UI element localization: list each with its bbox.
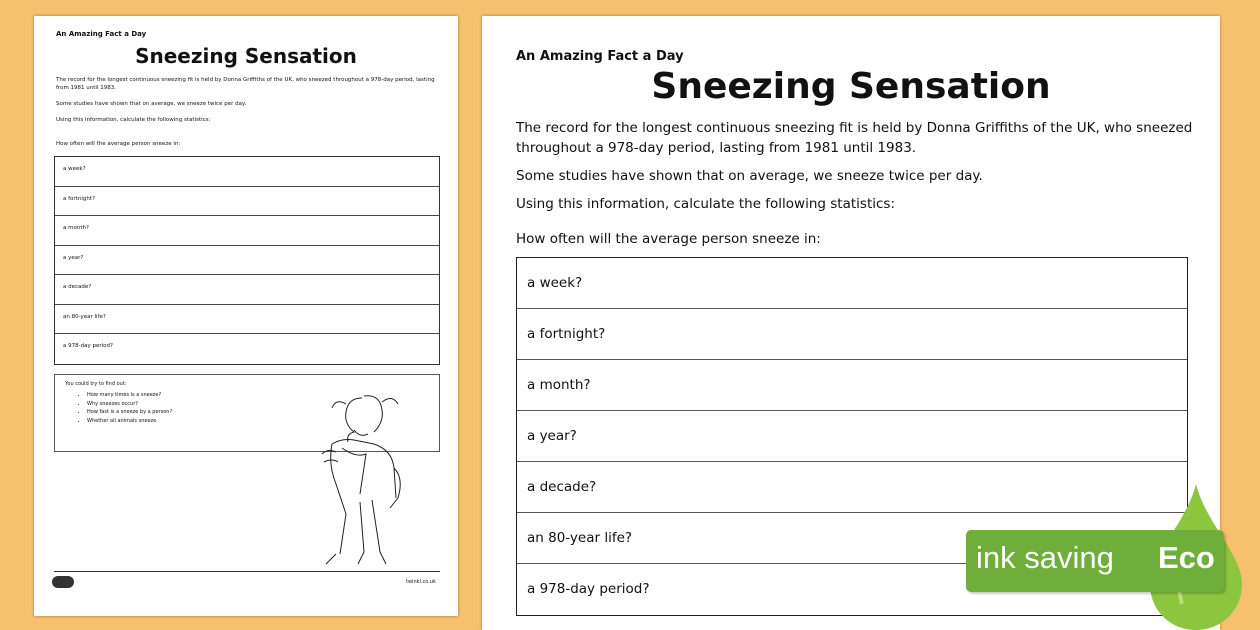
table-row: a decade? xyxy=(55,275,439,305)
average-paragraph: Some studies have shown that on average, we sneeze twice per day. xyxy=(516,168,983,184)
table-row: a fortnight? xyxy=(55,187,439,217)
list-item: • Why sneezes occur? xyxy=(87,400,429,409)
small-footer-url: twinkl.co.uk xyxy=(406,579,436,585)
tagline: An Amazing Fact a Day xyxy=(516,49,684,64)
table-row: a year? xyxy=(517,411,1187,462)
eco-label: Eco xyxy=(1158,540,1215,575)
small-paragraph-4: How often will the average person sneeze in: xyxy=(56,141,181,147)
small-paragraph-2: Some studies have shown that on average, we sneeze twice per day. xyxy=(56,101,247,107)
table-row: an 80-year life? xyxy=(517,513,1187,564)
find-out-heading: You could try to find out: xyxy=(65,381,127,387)
ink-saving-label: ink saving xyxy=(976,540,1114,575)
list-item: • How many times is a sneeze? xyxy=(87,391,429,400)
table-row: a week? xyxy=(55,157,439,187)
twinkl-logo-icon xyxy=(52,576,74,588)
list-item: • How fast is a sneeze by a person? xyxy=(87,408,429,417)
question-paragraph: How often will the average person sneeze in: xyxy=(516,231,821,247)
table-row: a decade? xyxy=(517,462,1187,513)
table-row: a fortnight? xyxy=(517,309,1187,360)
footer-divider xyxy=(54,571,440,572)
small-paragraph-1: The record for the longest continuous sneezing fit is held by Donna Griffiths of the UK, who sneezed throughout a 978-day period, lasting from 1981 until 1983. xyxy=(56,77,435,91)
table-row: a 978-day period? xyxy=(527,581,650,597)
table-row: an 80-year life? xyxy=(55,305,439,335)
table-row: a month? xyxy=(55,216,439,246)
table-row: a week? xyxy=(517,258,1187,309)
small-answer-table xyxy=(54,156,440,365)
table-row: a month? xyxy=(517,360,1187,411)
instruction-paragraph: Using this information, calculate the following statistics: xyxy=(516,196,895,212)
page-title: Sneezing Sensation xyxy=(651,66,1051,107)
sneezing-woman-illustration xyxy=(302,384,430,570)
intro-paragraph: The record for the longest continuous sneezing fit is held by Donna Griffiths of the UK, who sneezed throughout a 978-day period, lasting from 1981 until 1983. xyxy=(516,120,1193,156)
table-row: a year? xyxy=(55,246,439,276)
small-title: Sneezing Sensation xyxy=(135,44,357,68)
table-row: a 978-day period? xyxy=(63,343,113,349)
worksheet-preview-small xyxy=(34,16,458,616)
small-paragraph-3: Using this information, calculate the following statistics: xyxy=(56,117,211,123)
small-tagline: An Amazing Fact a Day xyxy=(56,30,147,38)
list-item: • Whether all animals sneeze. xyxy=(87,417,429,426)
